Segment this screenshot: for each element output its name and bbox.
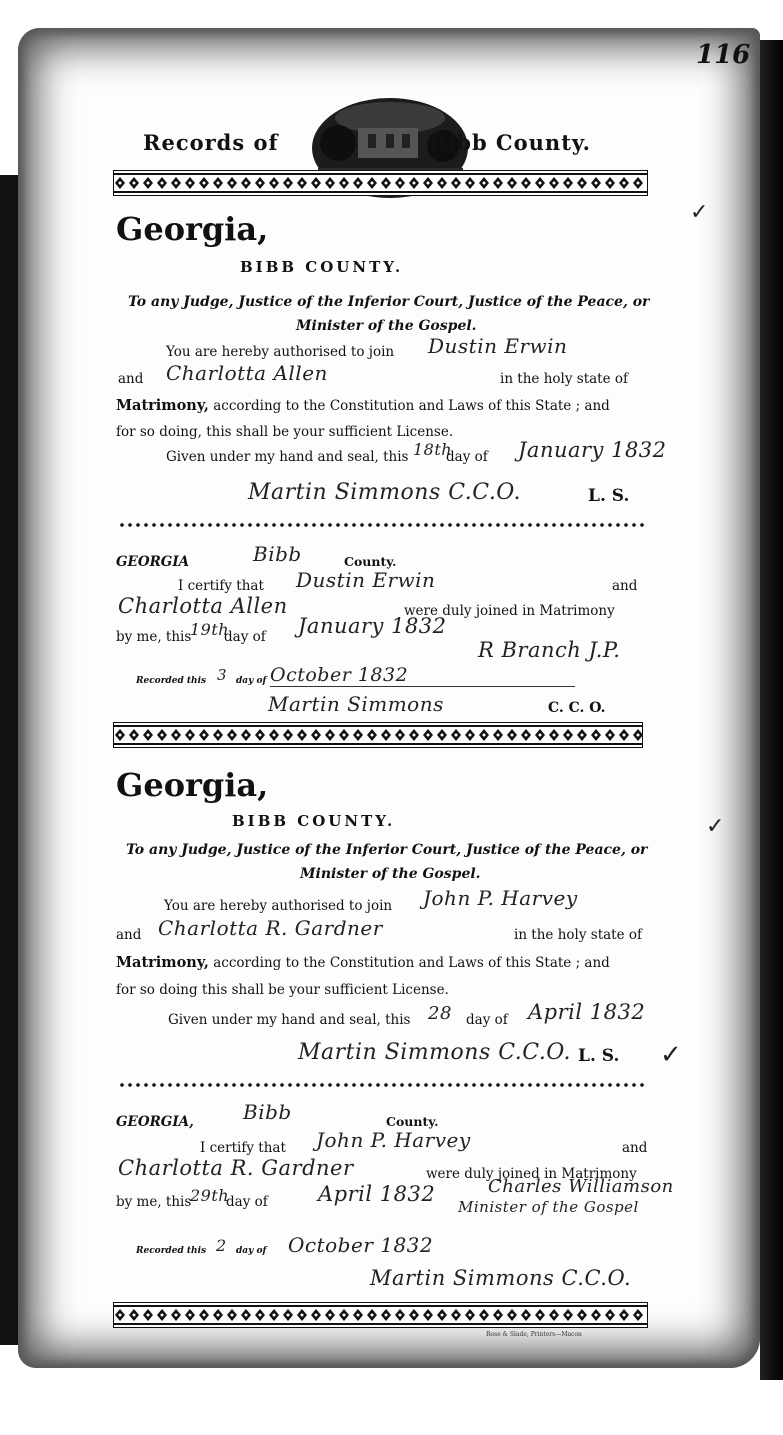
record1-day-of: day of [446, 449, 488, 465]
dotted-separator [118, 1083, 648, 1087]
record1-and: and [118, 371, 144, 387]
cert2-county-label: County. [386, 1114, 439, 1129]
record1-sufficient: for so doing, this shall be your sufficient License. [116, 424, 454, 440]
cert1-by-me: by me, this [116, 629, 192, 645]
record2-state: Georgia, [116, 766, 269, 804]
cert2-recorded-day-of: day of [236, 1246, 267, 1256]
record1-address-line2: Minister of the Gospel. [296, 318, 477, 334]
record2-matrimony-line [116, 954, 610, 971]
cert2-joined: were duly joined in Matrimony [426, 1166, 637, 1182]
record1-clerk-signature: Martin Simmons C.C.O. [248, 480, 522, 505]
record1-address-line1: To any Judge, Justice of the Inferior Court, Justice of the Peace, or [128, 294, 650, 310]
cert2-month-year: April 1832 [318, 1182, 436, 1206]
cert1-certify-prefix: I certify that [178, 578, 264, 594]
ledger-page [18, 28, 760, 1368]
cert1-groom-handwritten: Dustin Erwin [296, 568, 436, 592]
record2-bride-handwritten: Charlotta R. Gardner [158, 916, 383, 940]
cert1-recorded-month-year: October 1832 [270, 664, 575, 687]
cert1-month-year: January 1832 [298, 614, 447, 638]
record1-county: BIBB COUNTY. [240, 258, 404, 276]
record1-holy-state: in the holy state of [500, 371, 628, 387]
record2-address-line2: Minister of the Gospel. [300, 866, 481, 882]
cert1-and: and [612, 578, 638, 594]
record2-county: BIBB COUNTY. [232, 812, 396, 830]
record2-groom-handwritten: John P. Harvey [423, 886, 578, 910]
record1-bride-handwritten: Charlotta Allen [166, 361, 328, 385]
record2-and: and [116, 927, 142, 943]
cert2-recorded-day: 2 [216, 1236, 227, 1255]
record1-constitution: according to the Constitution and Laws of this State ; and [213, 398, 610, 414]
cert2-bride-handwritten: Charlotta R. Gardner [118, 1156, 354, 1180]
record2-holy-state: in the holy state of [514, 927, 642, 943]
right-edge-shadow [760, 40, 783, 1380]
cert2-and: and [622, 1140, 648, 1156]
cert1-officiant-signature: R Branch J.P. [478, 638, 621, 662]
record1-given-day: 18th [413, 440, 453, 459]
record2-given-prefix: Given under my hand and seal, this [168, 1012, 411, 1028]
cert1-recorded-day: 3 [217, 666, 228, 684]
printer-credit: Rose & Slade, Printers—Macon [486, 1331, 582, 1338]
cert1-cco: C. C. O. [548, 700, 606, 716]
record1-given-month-year: January 1832 [518, 438, 667, 462]
ornamental-border [113, 1302, 648, 1328]
cert1-county-handwritten: Bibb [253, 542, 302, 566]
header-left: Records of [143, 130, 279, 155]
record2-day-of: day of [466, 1012, 508, 1028]
cert2-officiant-line1: Charles Williamson [488, 1176, 674, 1197]
cert1-recorded-day-of: day of [236, 676, 267, 686]
record1-given-prefix: Given under my hand and seal, this [166, 449, 409, 465]
cert2-day: 29th [190, 1186, 230, 1205]
cert1-day: 19th [190, 620, 230, 639]
cert2-groom-handwritten: John P. Harvey [316, 1128, 471, 1152]
check-mark-icon: ✓ [660, 1040, 682, 1070]
cert1-bride-handwritten: Charlotta Allen [118, 594, 288, 618]
record1-matrimony-line [116, 397, 610, 414]
cert1-day-of: day of [224, 629, 266, 645]
record1-seal: L. S. [588, 486, 630, 506]
cert1-clerk-signature: Martin Simmons [268, 692, 444, 716]
cert1-state: GEORGIA [116, 554, 190, 570]
record2-constitution: according to the Constitution and Laws of this State ; and [213, 955, 610, 971]
record1-matrimony: Matrimony, [116, 397, 209, 414]
record2-sufficient: for so doing this shall be your sufficient License. [116, 982, 449, 998]
cert2-recorded-prefix: Recorded this [136, 1246, 207, 1256]
record2-seal: L. S. [578, 1046, 620, 1066]
record2-clerk-signature: Martin Simmons C.C.O. [298, 1040, 572, 1065]
cert1-recorded-prefix: Recorded this [136, 676, 207, 686]
cert1-county-label: County. [344, 554, 397, 569]
check-mark-icon: ✓ [706, 814, 725, 839]
cert2-county-handwritten: Bibb [243, 1100, 292, 1124]
cert2-state: GEORGIA, [116, 1114, 194, 1130]
cert2-recorded-month-year: October 1832 [288, 1233, 434, 1257]
dotted-separator [118, 523, 648, 527]
page-header [143, 130, 591, 155]
header-right: Bibb County. [428, 130, 591, 155]
cert2-clerk-signature: Martin Simmons C.C.O. [370, 1266, 632, 1290]
record1-state: Georgia, [116, 210, 269, 248]
cert2-day-of: day of [226, 1194, 268, 1210]
record2-address-line1: To any Judge, Justice of the Inferior Court, Justice of the Peace, or [126, 842, 648, 858]
page-number: 116 [696, 40, 751, 70]
record1-groom-handwritten: Dustin Erwin [428, 334, 568, 358]
check-mark-icon: ✓ [690, 200, 709, 225]
record1-authorise-prefix: You are hereby authorised to join [166, 344, 395, 360]
cert2-certify-prefix: I certify that [200, 1140, 286, 1156]
record2-authorise-prefix: You are hereby authorised to join [164, 898, 393, 914]
cert2-by-me: by me, this [116, 1194, 192, 1210]
record2-given-day: 28 [428, 1003, 452, 1024]
cert1-joined: were duly joined in Matrimony [404, 603, 615, 619]
ornamental-border [113, 170, 648, 196]
record2-matrimony: Matrimony, [116, 954, 209, 971]
left-edge-shadow [0, 175, 20, 1345]
ornamental-border [113, 722, 643, 748]
cert2-officiant-line2: Minister of the Gospel [458, 1198, 639, 1216]
record2-given-month-year: April 1832 [528, 1000, 646, 1024]
